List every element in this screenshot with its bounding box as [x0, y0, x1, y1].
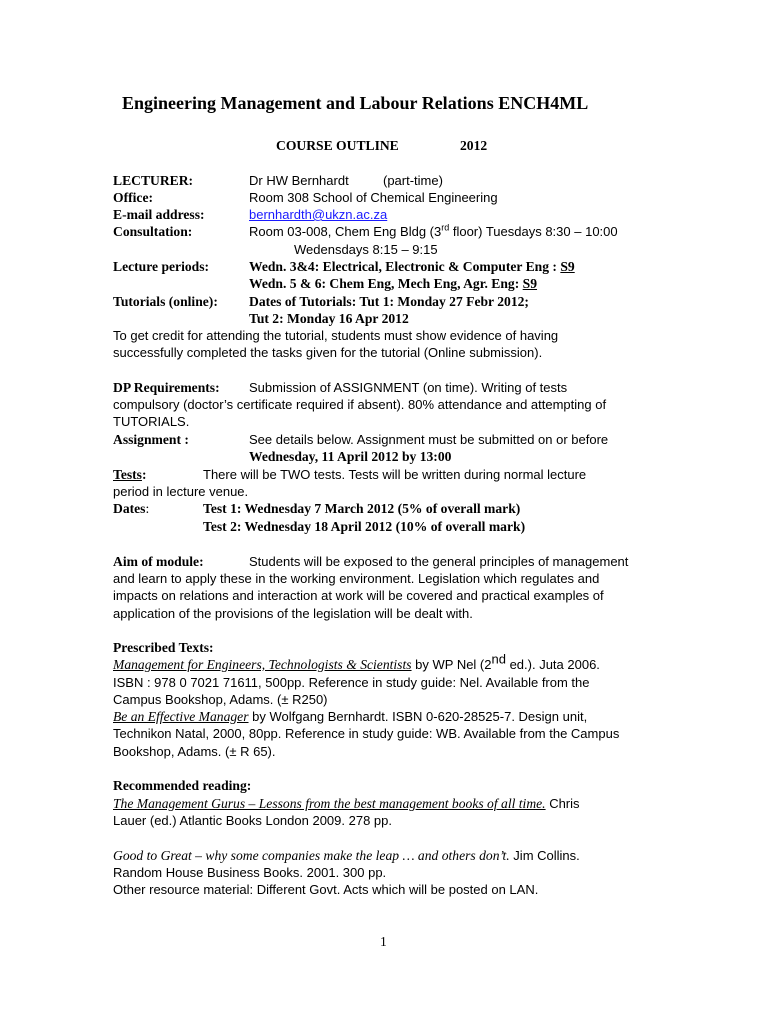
email-row — [113, 206, 388, 223]
tutorial-credit-1: To get credit for attending the tutorial, students must show evidence of having — [113, 328, 559, 343]
tests-line2: period in lecture venue. — [113, 484, 249, 499]
tutorials-row — [113, 293, 529, 310]
office-label: Office: — [113, 190, 153, 205]
assignment-label: Assignment : — [113, 432, 189, 447]
page-title: Engineering Management and Labour Relations ENCH4ML — [122, 93, 589, 113]
office-row — [113, 189, 498, 206]
dp-row — [113, 379, 568, 396]
lecture-periods-row — [113, 258, 575, 275]
dates-label: Dates: — [113, 501, 150, 516]
prescribed-book2-line3: Bookshop, Adams. (± R 65). — [113, 744, 276, 759]
dp-label: DP Requirements: — [113, 380, 220, 395]
prescribed-book2-line2: Technikon Natal, 2000, 80pp. Reference in study guide: WB. Available from the Campus — [113, 726, 620, 741]
aim-line4: application of the provisions of the legislation will be dealt with. — [113, 606, 473, 621]
page-number: 1 — [380, 934, 387, 949]
outline-year: 2012 — [460, 138, 488, 153]
lecturer-name: Dr HW Bernhardt — [249, 173, 349, 188]
tests-line1: There will be TWO tests. Tests will be written during normal lecture — [203, 467, 587, 482]
test-1: Test 1: Wednesday 7 March 2012 (5% of overall mark) — [203, 501, 521, 516]
tests-label: Tests: — [113, 467, 147, 482]
lecturer-label: LECTURER: — [113, 173, 194, 188]
lecture-period-2: Wedn. 5 & 6: Chem Eng, Mech Eng, Agr. Eng: S9 — [249, 276, 538, 291]
aim-label: Aim of module: — [113, 554, 204, 569]
tutorials-label: Tutorials (online): — [113, 294, 218, 309]
tests-row — [113, 466, 587, 483]
recommended-book2: Good to Great – why some companies make the leap … and others don’t. Jim Collins. — [113, 848, 580, 863]
recommended-heading: Recommended reading: — [113, 778, 252, 793]
prescribed-book1-line3: Campus Bookshop, Adams. (± R250) — [113, 692, 328, 707]
prescribed-book1-line2: ISBN : 978 0 7021 71611, 500pp. Reference in study guide: Nel. Available from the — [113, 675, 590, 690]
dp-line1: Submission of ASSIGNMENT (on time). Writing of tests — [249, 380, 568, 395]
recommended-book1: The Management Gurus – Lessons from the best management books of all time. Chris — [113, 796, 580, 811]
prescribed-book1: Management for Engineers, Technologists & Scientists by WP Nel (2nd ed.). Juta 2006. — [113, 651, 600, 672]
test-dates-row — [113, 500, 521, 517]
prescribed-book2: Be an Effective Manager by Wolfgang Bernhardt. ISBN 0-620-28525-7. Design unit, — [113, 709, 588, 724]
recommended-book2-title: Good to Great – why some companies make the leap … and others don’t. — [113, 848, 510, 863]
office-value: Room 308 School of Chemical Engineering — [249, 190, 498, 205]
email-link[interactable]: bernhardth@ukzn.ac.za — [249, 207, 388, 222]
aim-row — [113, 553, 629, 570]
email-label: E-mail address: — [113, 207, 205, 222]
tutorial-1: Dates of Tutorials: Tut 1: Monday 27 Febr 2012; — [249, 294, 529, 309]
recommended-book1-title: The Management Gurus – Lessons from the best management books of all time. — [113, 796, 546, 811]
dp-line3: TUTORIALS. — [113, 414, 190, 429]
prescribed-book1-title: Management for Engineers, Technologists & Scientists — [113, 657, 412, 672]
consultation-row — [113, 222, 618, 240]
dp-line2: compulsory (doctor’s certificate required if absent). 80% attendance and attempting of — [113, 397, 607, 412]
outline-label: COURSE OUTLINE — [276, 138, 399, 153]
assignment-row — [113, 431, 609, 448]
test-2: Test 2: Wednesday 18 April 2012 (10% of overall mark) — [203, 519, 526, 534]
assignment-line1: See details below. Assignment must be submitted on or before — [249, 432, 609, 447]
recommended-book2-line2: Random House Business Books. 2001. 300 pp. — [113, 865, 387, 880]
recommended-book1-line2: Lauer (ed.) Atlantic Books London 2009. 278 pp. — [113, 813, 392, 828]
aim-line3: impacts on relations and interaction at work will be covered and practical examples of — [113, 588, 604, 603]
aim-line1: Students will be exposed to the general principles of management — [249, 554, 629, 569]
tutorial-2: Tut 2: Monday 16 Apr 2012 — [249, 311, 409, 326]
lecturer-note: (part-time) — [383, 173, 443, 188]
assignment-deadline: Wednesday, 11 April 2012 by 13:00 — [249, 449, 452, 464]
consultation-line2: Wedensdays 8:15 – 9:15 — [294, 242, 438, 257]
consultation-value: Room 03-008, Chem Eng Bldg (3rd floor) Tuesdays 8:30 – 10:00 — [249, 222, 618, 239]
consultation-label: Consultation: — [113, 224, 193, 239]
other-resources: Other resource material: Different Govt. Acts which will be posted on LAN. — [113, 882, 539, 897]
lecture-period-1: Wedn. 3&4: Electrical, Electronic & Computer Eng : S9 — [249, 259, 575, 274]
tutorial-credit-2: successfully completed the tasks given for the tutorial (Online submission). — [113, 345, 543, 360]
lecturer-row — [113, 172, 443, 189]
prescribed-book2-title: Be an Effective Manager — [113, 709, 249, 724]
lecture-periods-label: Lecture periods: — [113, 259, 210, 274]
aim-line2: and learn to apply these in the working environment. Legislation which regulates and — [113, 571, 600, 586]
prescribed-heading: Prescribed Texts: — [113, 640, 214, 655]
